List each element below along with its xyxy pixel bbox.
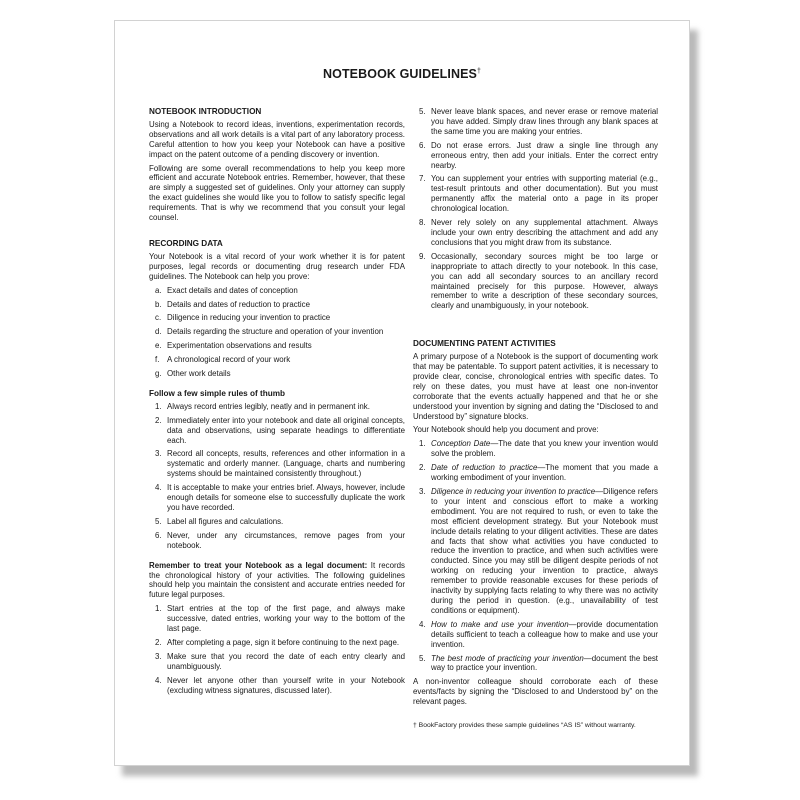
list-item: [149, 369, 405, 379]
list-lead: How to make and use your invention: [431, 619, 569, 629]
list-item: [413, 463, 658, 483]
list-lead: Conception Date: [431, 439, 491, 449]
list-text: —document the best way to practice your invention.: [431, 653, 658, 673]
list-text: Label all figures and calculations.: [167, 516, 284, 526]
list-marker: 8.: [419, 218, 426, 228]
recording-list: [149, 286, 405, 379]
list-marker: 4.: [419, 619, 426, 629]
list-marker: 7.: [419, 174, 426, 184]
list-marker: 3.: [155, 449, 162, 459]
list-item: [413, 252, 658, 311]
list-item: [149, 449, 405, 479]
page-title: [115, 67, 689, 81]
list-text: —Diligence refers to your intent and conscious effort to make a working embodiment. You are not required to rush, or even to take the most efficient development strategy. But your Notebook must include details relating to your diligent activities. These are dates and facts that show what activities you have conducted to reduce the invention to practice, and when such activities were conducted. Since you may still be diligent despite periods of not working on reducing your invention to practice, always remember to provide reasonable excuses for these periods of inactivity by supplying facts relating to why there was no activity during the period in question. (e.g., unavailability of test conditions or equipment).: [431, 487, 658, 615]
list-marker: d.: [155, 327, 162, 337]
list-item: [149, 286, 405, 296]
list-marker: c.: [155, 313, 162, 323]
list-text: It is acceptable to make your entries brief. Always, however, include enough details for someone else to successfully duplicate the work you have recorded.: [167, 483, 405, 512]
list-item: [413, 487, 658, 616]
list-text: Never leave blank spaces, and never erase or remove material you have added. Simply draw lines through any blank spaces at the same time you are making your entries.: [431, 107, 658, 136]
list-item: [413, 620, 658, 650]
list-marker: b.: [155, 299, 162, 309]
left-column: [149, 107, 405, 700]
list-lead: Diligence in reducing your invention to practice: [431, 487, 596, 496]
list-lead: The best mode of practicing your invention: [431, 653, 584, 663]
list-marker: 6.: [419, 140, 426, 150]
patent-paragraph-3: A non-inventor colleague should corroborate each of these events/facts by signing the “Disclosed to and Understood by” on the relevant pages.: [413, 677, 658, 707]
list-marker: 1.: [419, 439, 426, 449]
recording-paragraph: Your Notebook is a vital record of your work whether it is for patent purposes, legal records or documenting drug research under FDA guidelines. The Notebook can help you prove:: [149, 251, 405, 281]
list-item: [149, 402, 405, 412]
recording-heading: RECORDING DATA: [149, 238, 223, 248]
list-item: [149, 483, 405, 513]
document-page: [114, 20, 690, 766]
list-marker: a.: [155, 285, 162, 295]
list-marker: e.: [155, 341, 162, 351]
list-item: [149, 341, 405, 351]
list-marker: f.: [155, 355, 160, 365]
list-item: [413, 107, 658, 137]
right-column: [413, 107, 658, 730]
intro-heading: NOTEBOOK INTRODUCTION: [149, 107, 262, 116]
list-text: —The date that you knew your invention would solve the problem.: [431, 439, 659, 459]
list-marker: 9.: [419, 251, 426, 261]
list-item: [149, 652, 405, 672]
list-marker: 1.: [155, 401, 162, 411]
rules-heading: Follow a few simple rules of thumb: [149, 388, 286, 398]
list-item: [149, 355, 405, 365]
list-lead: Date of reduction to practice: [431, 463, 538, 473]
list-marker: 5.: [419, 653, 426, 663]
list-text: —provide documentation details sufficient to teach a colleague how to make and use your invention.: [431, 619, 658, 649]
list-item: [149, 313, 405, 323]
list-text: Exact details and dates of conception: [167, 285, 298, 295]
list-item: [149, 517, 405, 527]
list-marker: 4.: [155, 483, 162, 493]
list-text: Make sure that you record the date of each entry clearly and unambiguously.: [167, 651, 405, 671]
list-text: After completing a page, sign it before continuing to the next page.: [167, 637, 400, 647]
list-item: [149, 638, 405, 648]
list-text: Experimentation observations and results: [167, 341, 312, 351]
list-text: —The moment that you made a working embodiment of your invention.: [431, 463, 659, 483]
footnote: † BookFactory provides these sample guidelines “AS IS” without warranty.: [413, 722, 636, 730]
list-item: [413, 439, 658, 459]
legal-list-continued: [413, 107, 658, 311]
list-item: [149, 416, 405, 446]
legal-paragraph: [149, 561, 405, 601]
patent-paragraph-2: Your Notebook should help you document and prove:: [413, 425, 599, 435]
list-item: [413, 174, 658, 214]
list-item: [149, 531, 405, 551]
list-text: You can supplement your entries with supporting material (e.g., test-result printouts and other documentation). But you must permanently affix the material onto a page in its proper chronological location.: [431, 174, 658, 214]
rules-list: [149, 402, 405, 551]
list-text: Diligence in reducing your invention to practice: [167, 313, 331, 323]
list-text: Other work details: [167, 369, 231, 379]
list-item: [149, 676, 405, 696]
title-dagger: †: [477, 67, 481, 75]
list-text: Details and dates of reduction to practice: [167, 299, 310, 309]
list-marker: 5.: [155, 516, 162, 526]
list-item: [149, 300, 405, 310]
list-marker: 2.: [155, 415, 162, 425]
list-item: [413, 218, 658, 248]
patent-paragraph-1: A primary purpose of a Notebook is the support of documenting work that may be patentable. To support patent activities, it is necessary to provide clear, concise, chronological entries with specific dates. To rely on these dates, you must have at least one non-inventor corroborate that the events actually happened and that he or she understood your invention by signing and dating the “Disclosed to and Understood by” signature blocks.: [413, 352, 658, 421]
list-marker: 2.: [155, 637, 162, 647]
legal-lead: Remember to treat your Notebook as a legal document:: [149, 560, 368, 570]
list-marker: 2.: [419, 463, 426, 473]
list-marker: 1.: [155, 604, 162, 614]
list-text: Record all concepts, results, references and other information in a systematic and orderly manner. (Language, charts and numbering systems should be maintained consistently throughout.): [167, 449, 405, 479]
list-marker: 6.: [155, 530, 162, 540]
list-marker: 3.: [419, 487, 426, 496]
list-text: Immediately enter into your notebook and date all original concepts, data and observations, using separate headings to differentiate each.: [167, 415, 405, 445]
list-item: [413, 141, 658, 171]
page-title-text: NOTEBOOK GUIDELINES: [323, 67, 477, 81]
list-marker: 4.: [155, 675, 162, 685]
spacer: [149, 227, 405, 239]
list-marker: 5.: [419, 107, 426, 116]
list-item: [149, 327, 405, 337]
list-text: Occasionally, secondary sources might be too large or inappropriate to attach directly to your notebook. In this case, you can add all secondary sources to an ancillary record maintained precisely for this purpose. However, always remember to write a description of these secondary sources, clearly and unambiguously, in your notebook.: [431, 251, 658, 311]
list-text: Never rely solely on any supplemental attachment. Always include your own entry describing the attachment and add any conclusions that you might draw from its substance.: [431, 218, 658, 247]
list-text: Always record entries legibly, neatly and in permanent ink.: [167, 401, 370, 411]
list-text: Start entries at the top of the first page, and always make successive, dated entries, working your way to the bottom of the last page.: [167, 604, 405, 634]
list-marker: g.: [155, 369, 162, 379]
list-item: [149, 604, 405, 634]
list-text: Never, under any circumstances, remove pages from your notebook.: [167, 530, 405, 550]
list-text: Never let anyone other than yourself write in your Notebook (excluding witness signatures, discussed later).: [167, 675, 405, 695]
spacer: [413, 315, 658, 339]
list-text: A chronological record of your work: [167, 355, 291, 365]
intro-paragraph-2: Following are some overall recommendations to help you keep more efficient and accurate Notebook entries. Remember, however, that these are simply a suggested set of guidelines. Only your attorney can supply the exact guidelines she would like you to follow to satisfy specific legal requirements. That is why we recommend that you consult your legal counsel.: [149, 163, 405, 223]
intro-paragraph-1: Using a Notebook to record ideas, inventions, experimentation records, observations and all work details is a vital part of any laboratory process. Careful attention to how you keep your Notebook can have a positive impact on the patent outcome of a pending discovery or invention.: [149, 119, 405, 159]
list-marker: 3.: [155, 651, 162, 661]
legal-rest: It records the chronological history of your activities. The following guidelines should help you maintain the consistent and accurate entries needed for future legal purposes.: [149, 560, 405, 600]
patent-list: [413, 439, 658, 673]
legal-list: [149, 604, 405, 695]
list-text: Details regarding the structure and operation of your invention: [167, 327, 384, 337]
list-item: [413, 654, 658, 674]
list-text: Do not erase errors. Just draw a single line through any erroneous entry, then add your initials. Enter the correct entry nearby.: [431, 140, 658, 170]
patent-heading: DOCUMENTING PATENT ACTIVITIES: [413, 339, 556, 349]
